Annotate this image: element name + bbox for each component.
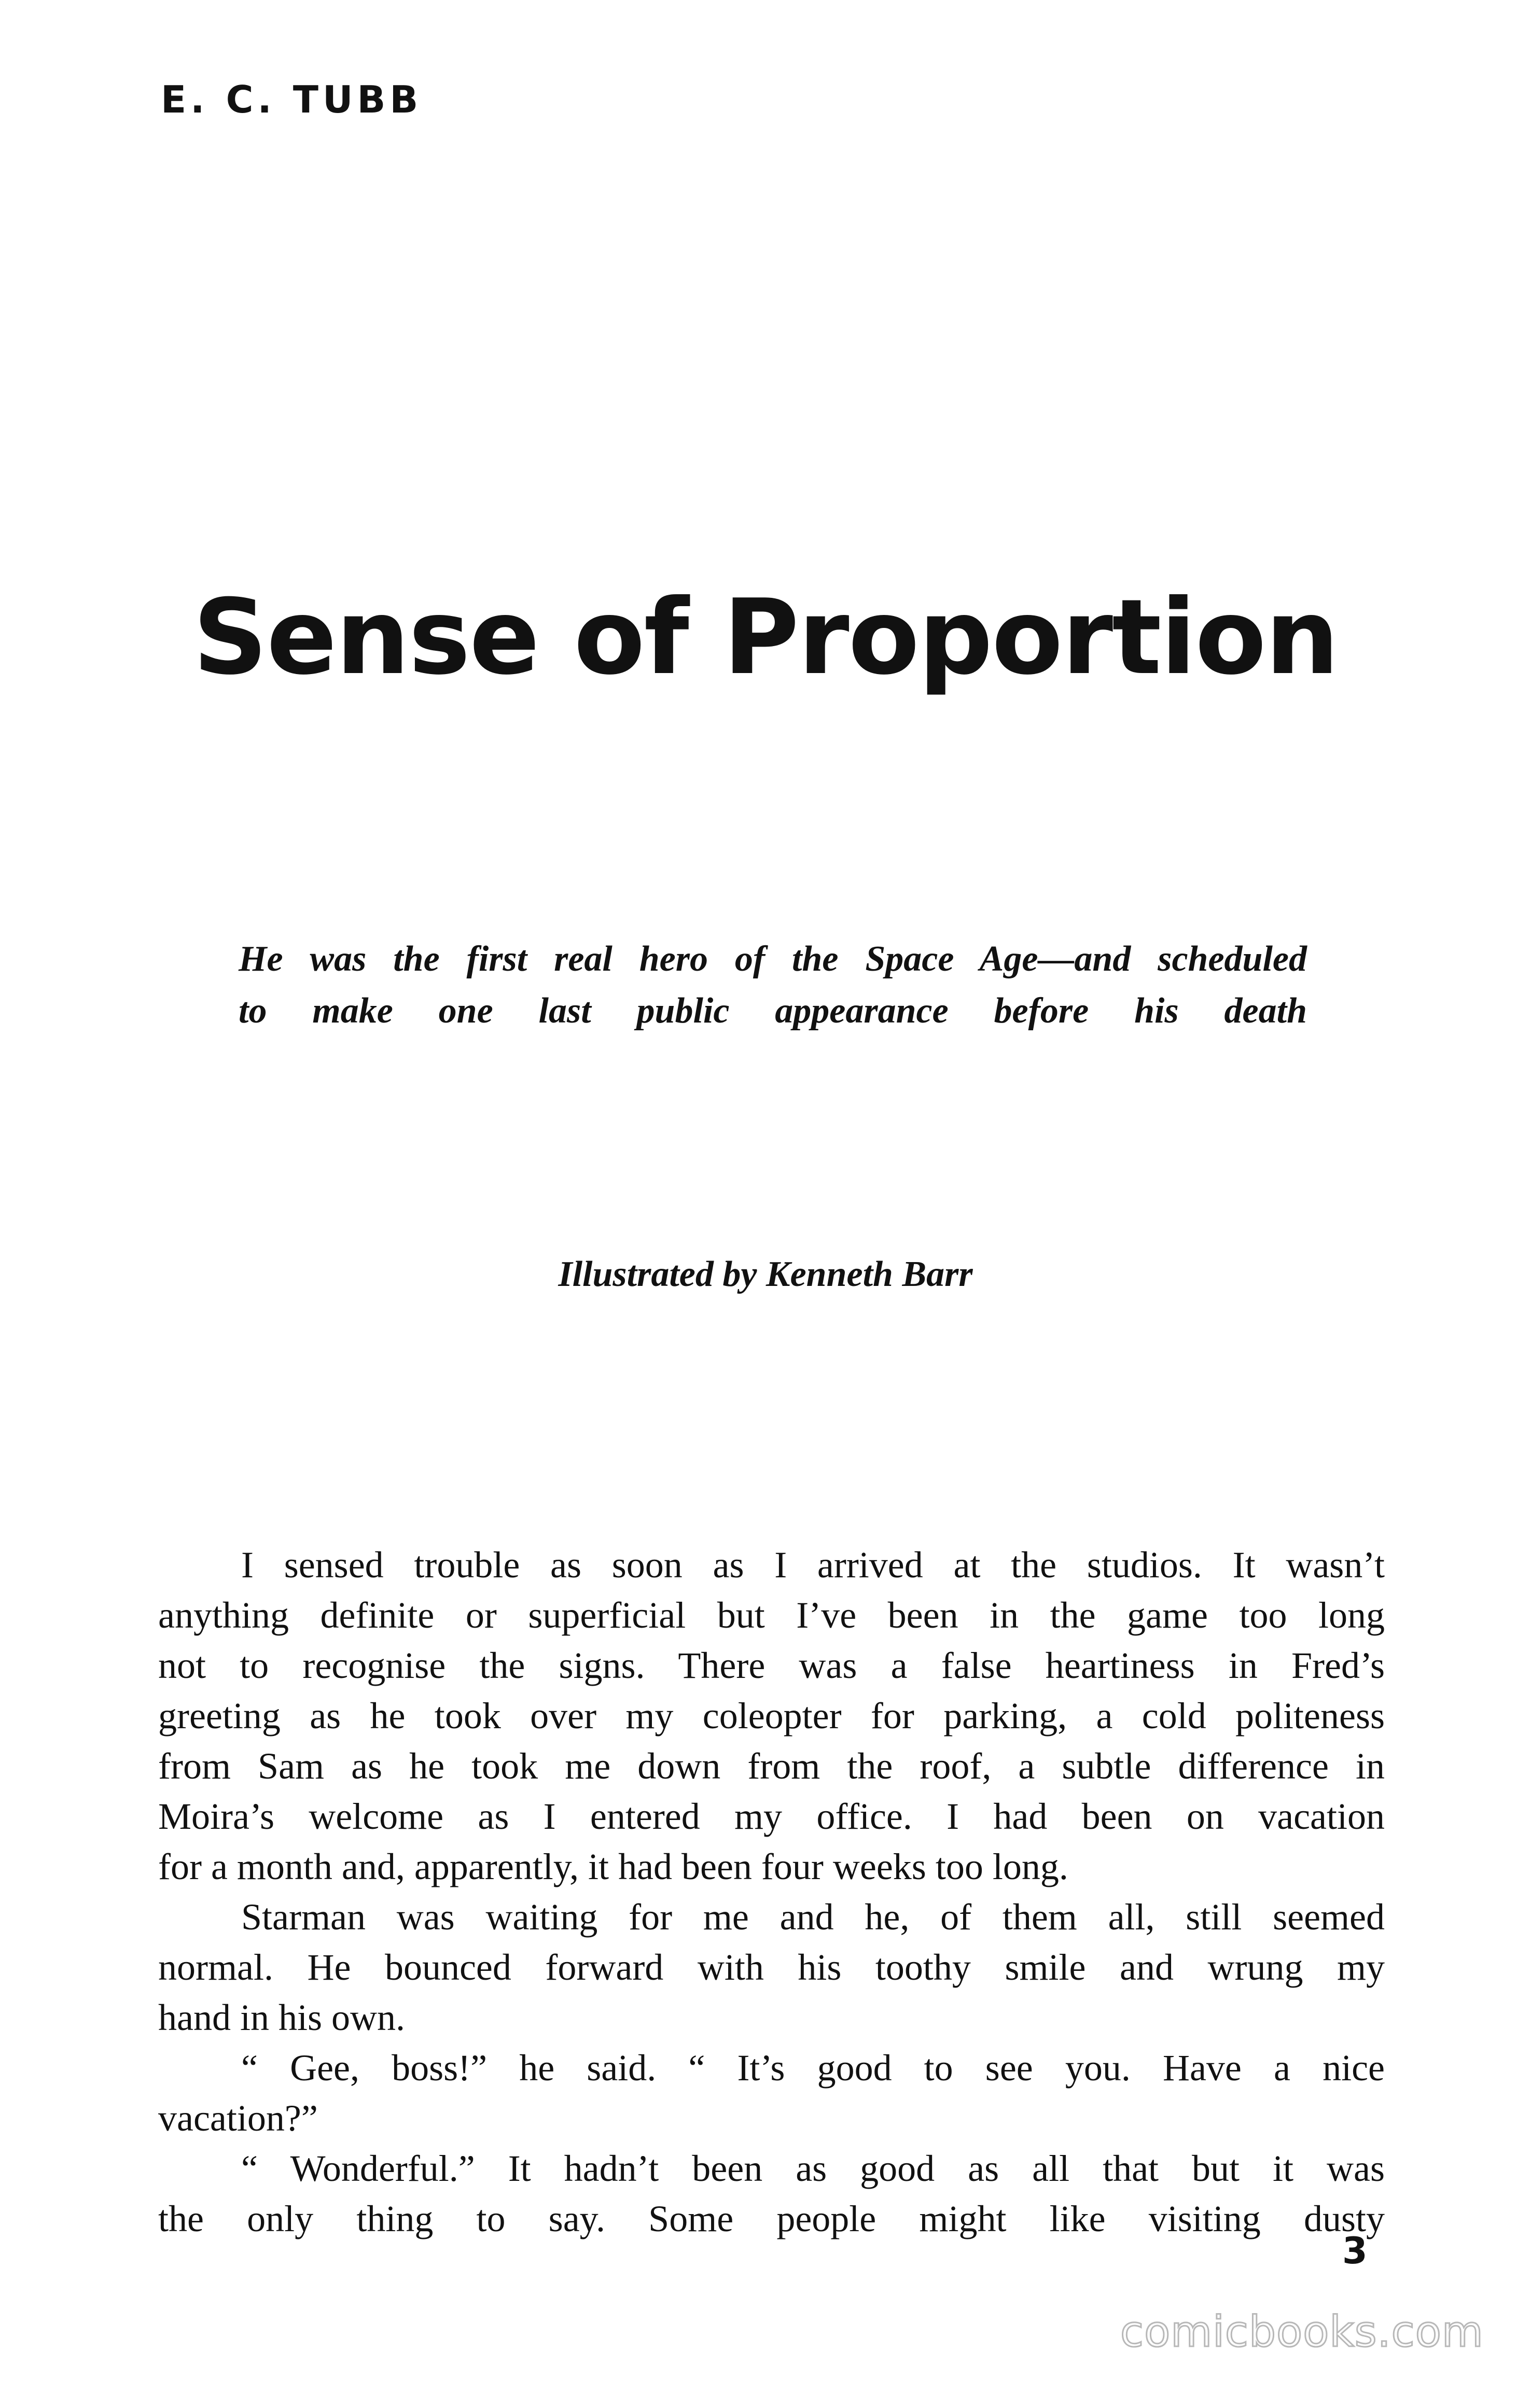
body-line: “ Wonderful.” It hadn’t been as good as all that but it was — [241, 2148, 1385, 2189]
body-line: normal. He bounced forward with his toothy smile and wrung my — [158, 1947, 1385, 1988]
body-line: “ Gee, boss!” he said. “ It’s good to see you. Have a nice — [241, 2047, 1385, 2089]
body-line: greeting as he took over my coleopter for parking, a cold politeness — [158, 1695, 1385, 1737]
body-line: vacation?” — [158, 2097, 318, 2139]
body-line: I sensed trouble as soon as I arrived at the studios. It wasn’t — [241, 1544, 1385, 1586]
body-line: Starman was waiting for me and he, of them all, still seemed — [241, 1896, 1385, 1938]
body-line: not to recognise the signs. There was a false heartiness in Fred’s — [158, 1645, 1385, 1686]
body-line: anything definite or superficial but I’ve been in the game too long — [158, 1594, 1385, 1636]
body-line: hand in his own. — [158, 1997, 405, 2038]
page-number: 3 — [1342, 2230, 1368, 2272]
blurb-line: to make one last public appearance before his death — [239, 991, 1307, 1031]
blurb-line: He was the first real hero of the Space Age—and scheduled — [239, 939, 1307, 979]
story-title: Sense of Proportion — [192, 577, 1339, 698]
body-line: the only thing to say. Some people might like visiting dusty — [158, 2198, 1385, 2239]
body-line: from Sam as he took me down from the roof, a subtle difference in — [158, 1745, 1385, 1787]
body-line: Moira’s welcome as I entered my office. I had been on vacation — [158, 1796, 1385, 1837]
story-blurb — [239, 933, 1307, 1037]
author-name: E. C. TUBB — [161, 78, 423, 121]
site-watermark: comicbooks.com — [1120, 2307, 1484, 2357]
body-line: for a month and, apparently, it had been four weeks too long. — [158, 1846, 1068, 1887]
story-body — [158, 1540, 1385, 2244]
illustrator-credit: Illustrated by Kenneth Barr — [558, 1254, 973, 1294]
